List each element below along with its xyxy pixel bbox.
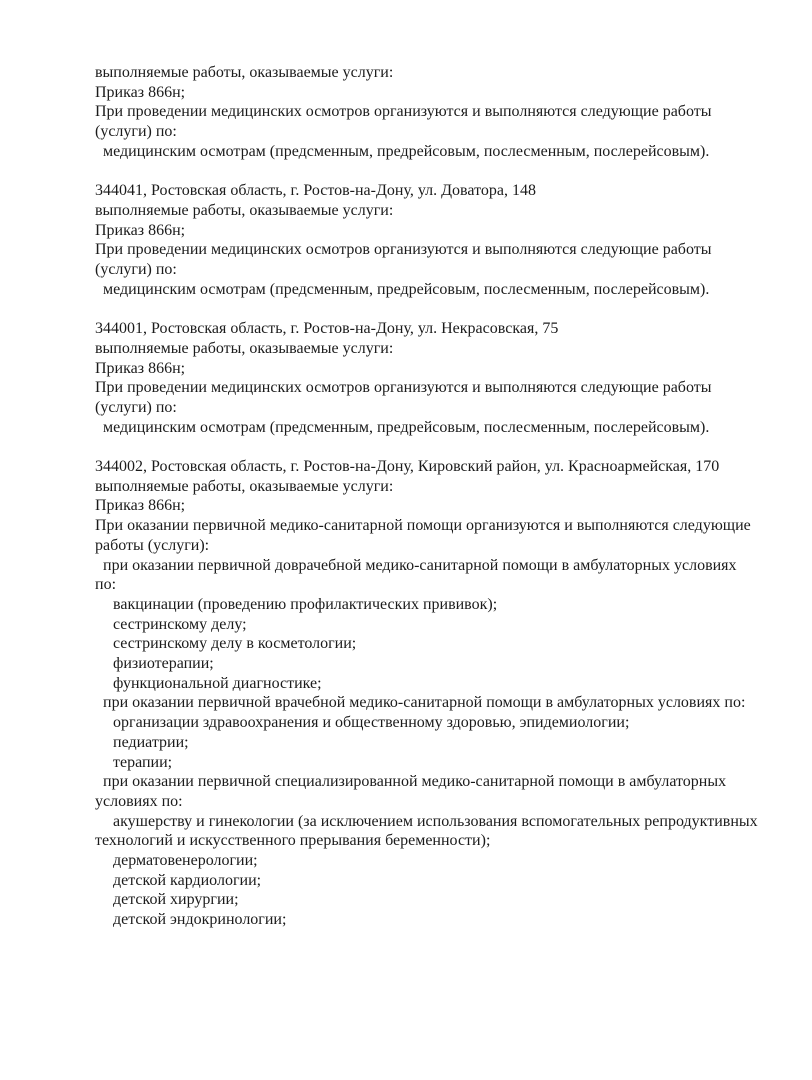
- service-item-line: организации здравоохранения и общественному здоровью, эпидемиологии;: [113, 714, 630, 732]
- text-line: (услуги) по:: [95, 123, 177, 141]
- service-item-line: сестринскому делу в косметологии;: [113, 635, 357, 653]
- text-line: (услуги) по:: [95, 261, 177, 279]
- service-item-line: детской эндокринологии;: [113, 911, 287, 929]
- subsection-line: при оказании первичной доврачебной медико-санитарной помощи в амбулаторных условиях: [103, 556, 737, 574]
- service-item-line: медицинским осмотрам (предсменным, предрейсовым, послесменным, послерейсовым).: [103, 280, 710, 298]
- works-services-line: выполняемые работы, оказываемые услуги:: [95, 64, 394, 81]
- service-item-line: сестринскому делу;: [113, 615, 247, 633]
- license-entry-continuation: [95, 63, 800, 162]
- license-entry: [95, 457, 800, 930]
- works-services-line: выполняемые работы, оказываемые услуги:: [95, 201, 394, 219]
- address-line: 344041, Ростовская область, г. Ростов-на-Дону, ул. Доватора, 148: [95, 182, 536, 200]
- service-item-line: функциональной диагностике;: [113, 674, 322, 692]
- text-line: При оказании первичной медико-санитарной помощи организуются и выполняются следующие: [95, 517, 751, 535]
- service-item-line: дерматовенерологии;: [113, 852, 258, 870]
- service-item-line: вакцинации (проведению профилактических прививок);: [113, 595, 498, 613]
- text-line: работы (услуги):: [95, 536, 210, 554]
- prikaz-line: Приказ 866н;: [95, 83, 186, 101]
- prikaz-line: Приказ 866н;: [95, 221, 186, 239]
- prikaz-line: Приказ 866н;: [95, 359, 186, 377]
- works-services-line: выполняемые работы, оказываемые услуги:: [95, 477, 394, 495]
- text-line: условиях по:: [95, 792, 183, 810]
- service-item-line: детской хирургии;: [113, 891, 239, 909]
- service-item-line: детской кардиологии;: [113, 871, 262, 889]
- text-line: (услуги) по:: [95, 398, 177, 416]
- service-item-line: терапии;: [113, 753, 173, 771]
- address-line: 344001, Ростовская область, г. Ростов-на-Дону, ул. Некрасовская, 75: [95, 320, 559, 338]
- text-line: по:: [95, 576, 117, 594]
- service-item-line: акушерству и гинекологии (за исключением использования вспомогательных репродуктивных: [113, 812, 758, 830]
- license-entry: [95, 319, 800, 437]
- text-line: технологий и искусственного прерывания беременности);: [95, 832, 491, 850]
- text-line: При проведении медицинских осмотров организуются и выполняются следующие работы: [95, 379, 712, 397]
- license-entry: [95, 181, 800, 299]
- service-item-line: медицинским осмотрам (предсменным, предрейсовым, послесменным, послерейсовым).: [103, 418, 710, 436]
- subsection-line: при оказании первичной специализированной медико-санитарной помощи в амбулаторных: [103, 773, 727, 791]
- text-line: При проведении медицинских осмотров организуются и выполняются следующие работы: [95, 103, 712, 121]
- service-item-line: педиатрии;: [113, 733, 189, 751]
- subsection-line: при оказании первичной врачебной медико-санитарной помощи в амбулаторных условиях по:: [103, 694, 746, 712]
- service-item-line: медицинским осмотрам (предсменным, предрейсовым, послесменным, послерейсовым).: [103, 142, 710, 160]
- works-services-line: выполняемые работы, оказываемые услуги:: [95, 339, 394, 357]
- license-works-document: [95, 63, 800, 930]
- prikaz-line: Приказ 866н;: [95, 497, 186, 515]
- text-line: При проведении медицинских осмотров организуются и выполняются следующие работы: [95, 241, 712, 259]
- service-item-line: физиотерапии;: [113, 655, 214, 673]
- address-line: 344002, Ростовская область, г. Ростов-на-Дону, Кировский район, ул. Красноармейская, 170: [95, 458, 720, 476]
